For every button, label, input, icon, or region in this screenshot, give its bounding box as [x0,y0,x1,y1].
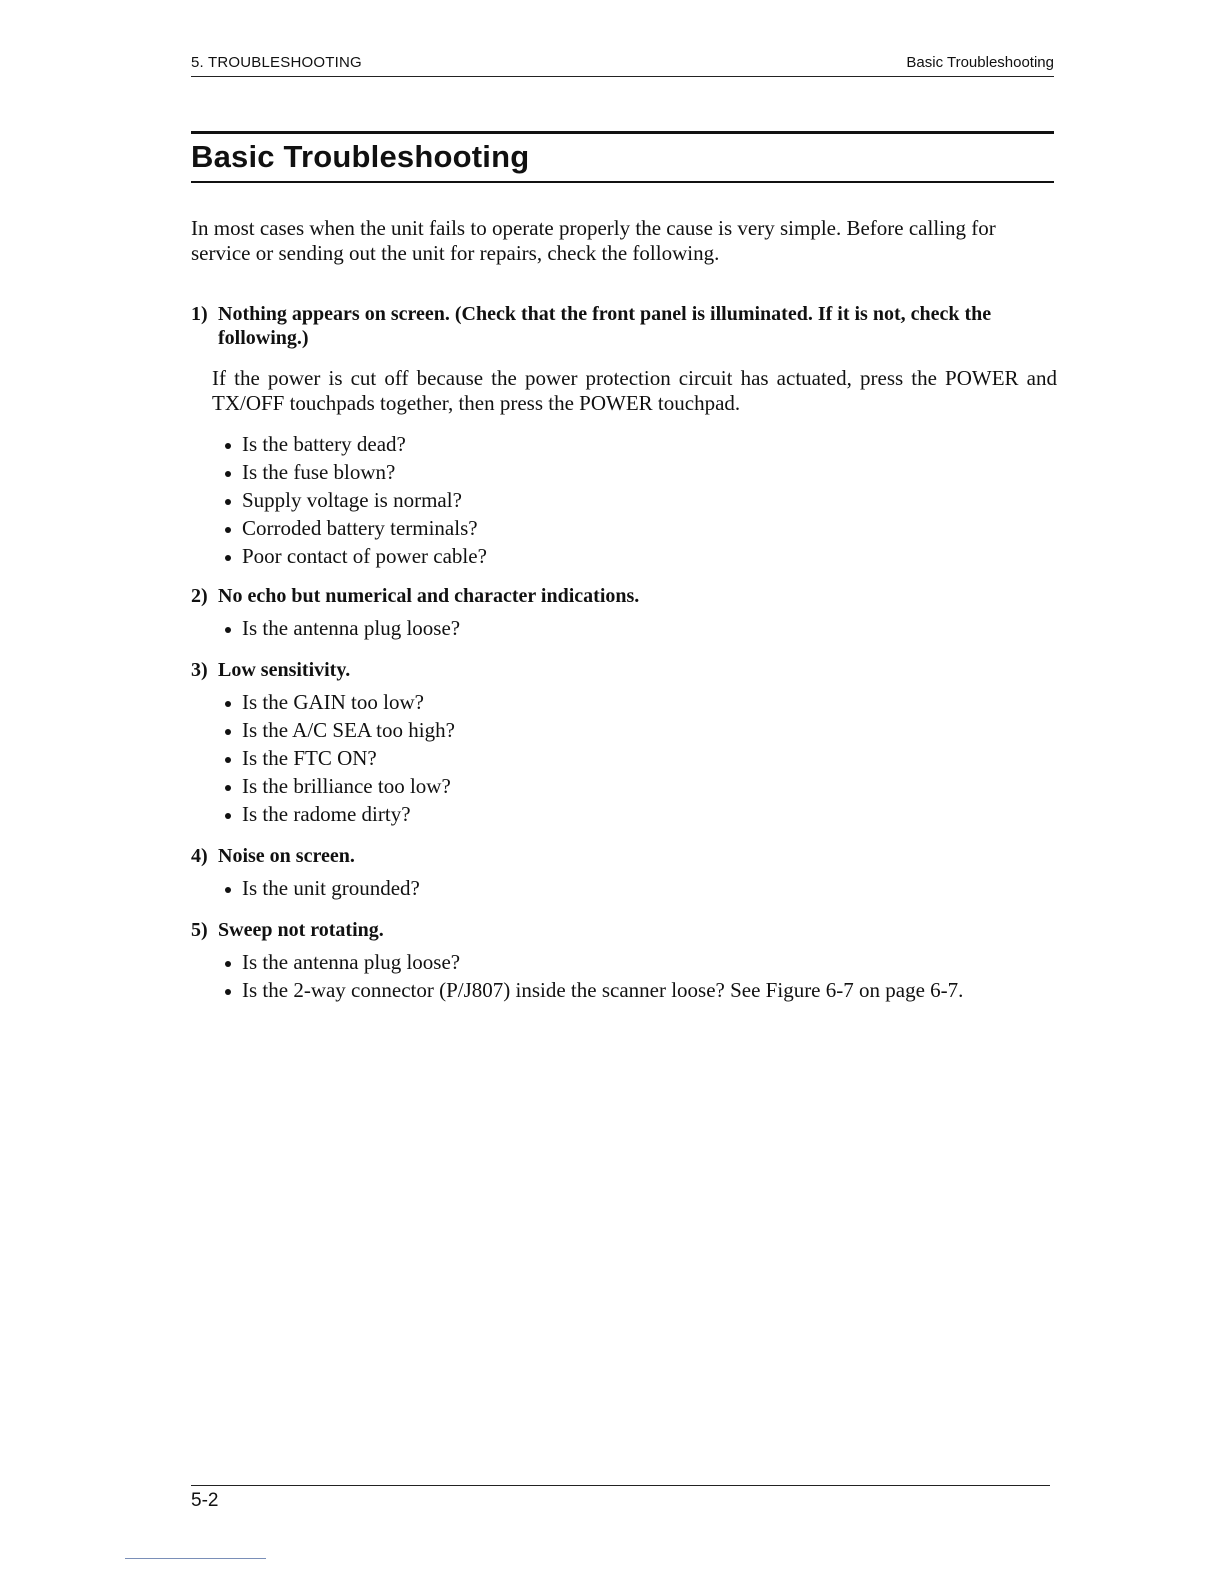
item-heading [191,302,1057,350]
check-item: Is the antenna plug loose? [223,948,1057,976]
item-heading-text: Sweep not rotating. [218,919,384,941]
troubleshooting-item [191,918,1057,1004]
title-rule-bottom [191,181,1054,183]
item-heading-text: No echo but numerical and character indications. [218,585,640,607]
item-number: 1) [191,303,208,325]
check-item: Is the FTC ON? [223,744,1057,772]
check-item: Supply voltage is normal? [223,486,1057,514]
check-item: Is the 2-way connector (P/J807) inside the scanner loose? See Figure 6-7 on page 6-7. [223,976,1057,1004]
footer-rule [191,1485,1050,1486]
item-number: 4) [191,845,208,867]
item-heading [191,918,1057,942]
check-item: Is the brilliance too low? [223,772,1057,800]
page-title: Basic Troubleshooting [191,139,530,174]
troubleshooting-item [191,844,1057,902]
check-item: Is the A/C SEA too high? [223,716,1057,744]
item-note: If the power is cut off because the power protection circuit has actuated, press the POWER and TX/OFF touchpads together, then press the POWER touchpad. [212,366,1057,415]
item-heading-text: Nothing appears on screen. (Check that the front panel is illuminated. If it is not, check the following.) [218,303,992,349]
item-heading [191,658,1057,682]
check-list [191,430,1057,570]
check-item: Is the battery dead? [223,430,1057,458]
check-item: Corroded battery terminals? [223,514,1057,542]
check-item: Is the GAIN too low? [223,688,1057,716]
item-number: 3) [191,659,208,681]
item-number: 2) [191,585,208,607]
troubleshooting-item [191,302,1057,570]
check-list [191,948,1057,1004]
item-heading-text: Low sensitivity. [218,659,351,681]
check-list [191,688,1057,828]
running-header [191,52,1054,77]
item-number: 5) [191,919,208,941]
intro-paragraph: In most cases when the unit fails to operate properly the cause is very simple. Before calling for service or sending out the unit for repairs, check the following. [191,216,996,265]
item-heading-text: Noise on screen. [218,845,355,867]
check-item: Is the fuse blown? [223,458,1057,486]
check-item: Poor contact of power cable? [223,542,1057,570]
page-number: 5-2 [191,1490,219,1511]
troubleshooting-item [191,658,1057,828]
title-rule-top [191,131,1054,134]
chapter-label: 5. TROUBLESHOOTING [191,54,362,71]
check-list [191,874,1057,902]
troubleshooting-item [191,584,1057,642]
section-label: Basic Troubleshooting [906,54,1054,71]
troubleshooting-list [191,302,1057,1004]
scan-artifact-line [125,1558,266,1559]
item-heading [191,844,1057,868]
check-item: Is the radome dirty? [223,800,1057,828]
check-item: Is the antenna plug loose? [223,614,1057,642]
check-item: Is the unit grounded? [223,874,1057,902]
check-list [191,614,1057,642]
item-heading [191,584,1057,608]
